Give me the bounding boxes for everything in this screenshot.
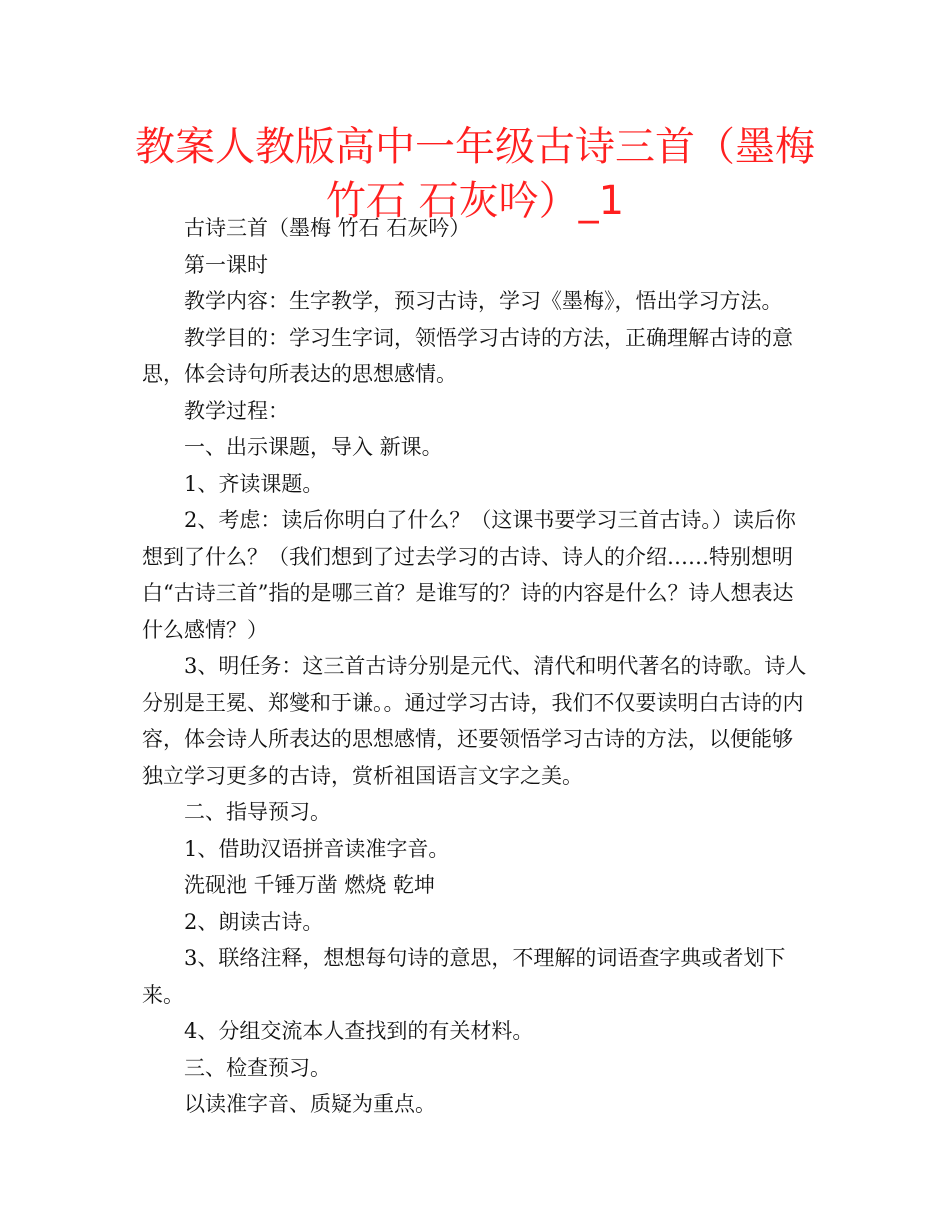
paragraph-step: 1、齐读课题。 [184,471,324,496]
paragraph-step: 3、联络注释，想想每句诗的意思，不理解的词语查字典或者划下来。 [142,946,786,1007]
paragraph-focus: 以读准字音、质疑为重点。 [184,1092,436,1116]
paragraph-process-heading: 教学过程： [184,398,289,423]
paragraph-goal: 教学目的：学习生字词，领悟学习古诗的方法，正确理解古诗的意思，体会诗句所表达的思想感情。 [142,325,793,386]
paragraph-vocabulary: 洗砚池 千锤万凿 燃烧 乾坤 [184,873,436,897]
paragraph-step: 2、考虑：读后你明白了什么？（这课书要学习三首古诗。）读后你想到了什么？（我们想到了过去学习的古诗、诗人的介绍……特别想明白“古诗三首”指的是哪三首？是谁写的？诗的内容是什么？诗人想表达什么感情？） [142,508,796,642]
paragraph-subtitle: 古诗三首（墨梅 竹石 石灰吟） [184,216,471,240]
paragraph-section-1: 一、出示课题，导入 新课。 [184,435,443,459]
paragraph-section-2: 二、指导预习。 [184,800,331,824]
paragraph-section-3: 三、检查预习。 [184,1055,331,1080]
paragraph-step: 1、借助汉语拼音读准字音。 [184,836,450,861]
document-body [142,210,812,1123]
paragraph-step: 4、分组交流本人查找到的有关材料。 [184,1019,534,1043]
paragraph-step: 3、明任务：这三首古诗分别是元代、清代和明代著名的诗歌。诗人分别是王冕、郑燮和于谦。。通过学习古诗，我们不仅要读明白古诗的内容，体会诗人所表达的思想感情，还要领悟学习古诗的方法，以便能够独立学习更多的古诗，赏析祖国语言文字之美。 [142,654,807,788]
paragraph-content: 教学内容：生字教学，预习古诗，学习《墨梅》，悟出学习方法。 [184,289,783,313]
paragraph-lesson: 第一课时 [184,252,268,277]
document-title: 教案人教版高中一年级古诗三首（墨梅 竹石 石灰吟）_1 [135,124,815,224]
paragraph-step: 2、朗读古诗。 [184,909,324,934]
